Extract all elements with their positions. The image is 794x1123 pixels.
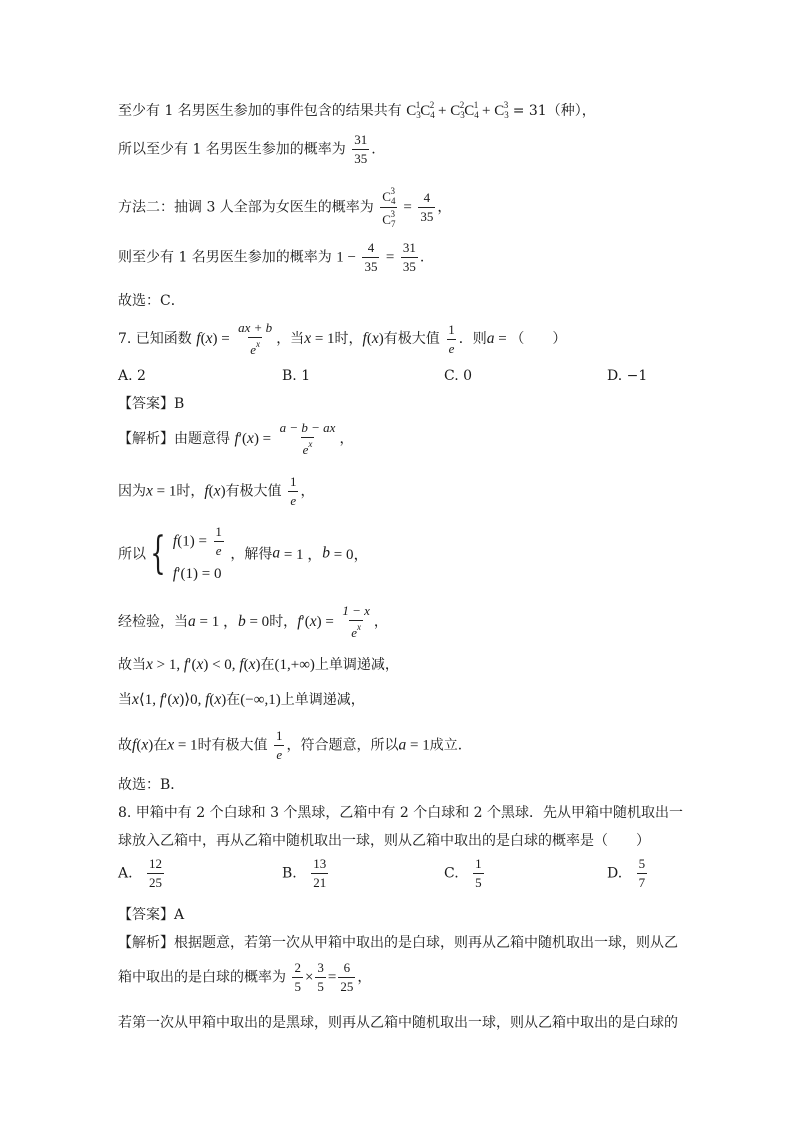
analysis-line: 若第一次从甲箱中取出的是黑球，则再从乙箱中随机取出一球，则从乙箱中取出的是白球的 <box>118 1015 678 1031</box>
formula-result: = 31（种）， <box>512 103 596 119</box>
analysis-line: 所以 { f(1) = $\frac{1}{e}$ f′(1) = 0 ，解得a = 1 ，b = 0， <box>118 524 369 582</box>
fraction: $\frac{31}{35}$ <box>354 132 368 166</box>
choice-d: D. $\frac{5}{7}$ <box>607 856 646 890</box>
choice-c: C. $\frac{1}{5}$ <box>444 856 482 890</box>
answer-conclusion: 故选：B． <box>118 777 185 793</box>
analysis-line: 故f(x)在x = 1时有极大值 $\frac{1}{e}$ ，符合题意，所以a = 1成立． <box>118 728 472 762</box>
choice-a: A. 2 <box>118 368 146 384</box>
fraction: $\frac{a - b - ax}{e^x}$ <box>279 420 336 457</box>
question-8-stem-line1: 8. 甲箱中有 2 个白球和 3 个黑球，乙箱中有 2 个白球和 2 个黑球．先从甲箱中随机取出一 <box>118 805 684 821</box>
paragraph-text: 方法二：抽调 3 人全部为女医生的概率为 <box>118 199 374 216</box>
analysis-line: 因为x = 1时，f(x)有极大值 $\frac{1}{e}$ ， <box>118 474 315 508</box>
choice-d: D. −1 <box>607 368 648 384</box>
fraction: $\frac{1}{e}$ <box>448 321 455 356</box>
fraction: $\frac{1 - x}{e^x}$ <box>342 603 370 640</box>
fraction: $\frac{4}{35}$ <box>420 190 434 224</box>
choice-b: B. $\frac{13}{21}$ <box>282 856 327 890</box>
text-line: 则至少有 1 名男医生参加的概率为 1 − $\frac{4}{35}$ = $\frac{31}{35}$ . <box>118 240 425 274</box>
analysis-line: 箱中取出的是白球的概率为 $\frac{2}{5}$ × $\frac{3}{5}$ = $\frac{6}{25}$ ， <box>118 960 372 994</box>
question-8-stem-line2: 球放入乙箱中，再从乙箱中随机取出一球，则从乙箱中取出的是白球的概率是（ ） <box>118 833 650 849</box>
text-line: 所以至少有 1 名男医生参加的概率为 $\frac{31}{35}$ . <box>118 132 376 166</box>
text-line <box>118 100 596 120</box>
fraction: $\frac{31}{35}$ <box>402 240 416 274</box>
question-7-stem: 7. 已知函数 f(x) = $\frac{ax + b}{e^x}$ ，当x = 1时，f(x)有极大值 $\frac{1}{e}$ ．则a = （ ） <box>118 320 567 357</box>
combination-formula: $C_3^1C_4^2 + C_3^2C_4^1 + C_3^3$ <box>406 100 509 120</box>
fraction: $\frac{4}{35}$ <box>364 240 378 274</box>
paragraph-text: 则至少有 1 名男医生参加的概率为 <box>118 249 332 266</box>
analysis-line: 【解析】由题意得 f′(x) = $\frac{a - b - ax}{e^x}$ ， <box>118 420 354 457</box>
fraction: $\frac{C_4^3}{C_7^3}$ <box>382 186 396 229</box>
analysis-line: 当x⟨1, f′(x)⟩0, f(x)在(−∞,1)上单调递减， <box>118 691 365 708</box>
choice-a: A. $\frac{12}{25}$ <box>118 856 163 890</box>
fraction: $\frac{1}{e}$ <box>290 474 297 508</box>
analysis-line: 【解析】根据题意，若第一次从甲箱中取出的是白球，则再从乙箱中随机取出一球，则从乙 <box>118 935 678 951</box>
fraction: $\frac{ax + b}{e^x}$ <box>238 320 273 357</box>
fraction: $\frac{1}{e}$ <box>276 728 283 762</box>
paragraph-text: 至少有 1 名男医生参加的事件包含的结果共有 <box>118 103 402 119</box>
answer-label: 【答案】B <box>118 396 185 412</box>
answer-label: 【答案】A <box>118 907 185 923</box>
analysis-line: 故当x > 1, f′(x) < 0, f(x)在(1,+∞)上单调递减， <box>118 656 399 673</box>
paragraph-text: 所以至少有 1 名男医生参加的概率为 <box>118 141 346 158</box>
choice-b: B. 1 <box>282 368 311 384</box>
text-line: 方法二：抽调 3 人全部为女医生的概率为 $\frac{C_4^3}{C_7^3}$ = $\frac{4}{35}$ ， <box>118 186 452 229</box>
answer-conclusion: 故选：C． <box>118 293 185 309</box>
choice-c: C. 0 <box>444 368 473 384</box>
analysis-line: 经检验，当a = 1 ，b = 0时，f′(x) = $\frac{1 - x}{e^x}$ ， <box>118 603 388 640</box>
